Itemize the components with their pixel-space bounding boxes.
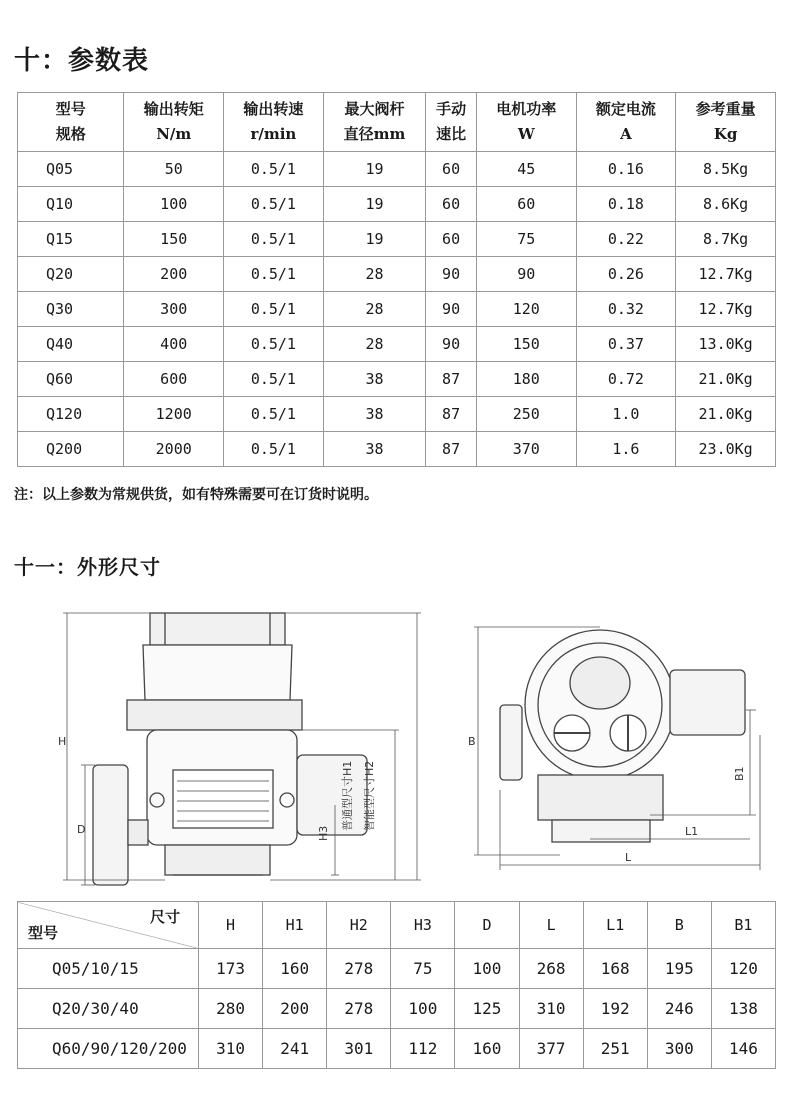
value-cell: 60 [426, 152, 477, 187]
section-10-title: 十：参数表 [14, 46, 150, 76]
value-cell: 28 [323, 292, 426, 327]
value-cell: 0.5/1 [224, 187, 324, 222]
value-cell: 38 [323, 397, 426, 432]
table-row [18, 1029, 776, 1069]
value-cell: 21.0Kg [676, 362, 776, 397]
value-cell: 0.5/1 [224, 432, 324, 467]
value-cell: 100 [124, 187, 224, 222]
parameter-table-header [18, 93, 776, 152]
parameter-table-body [18, 152, 776, 467]
value-cell: 0.22 [576, 222, 676, 257]
model-cell: Q20 [18, 257, 124, 292]
param-header-line2: Kg [713, 125, 738, 143]
param-header-line1: 型号 [55, 100, 86, 118]
model-cell: Q05/10/15 [18, 949, 199, 989]
value-cell: 60 [426, 187, 477, 222]
table-row [18, 327, 776, 362]
param-header-line1: 最大阀杆 [344, 100, 405, 118]
dim-label-L: L [625, 851, 632, 864]
param-header-line2: N/m [156, 125, 192, 143]
model-cell: Q20/30/40 [18, 989, 199, 1029]
value-cell: 310 [199, 1029, 263, 1069]
value-cell: 87 [426, 397, 477, 432]
param-header-line1: 电机功率 [496, 100, 557, 118]
dimension-table [17, 901, 776, 1069]
value-cell: 180 [476, 362, 576, 397]
value-cell: 150 [124, 222, 224, 257]
dim-header-cell: H1 [263, 902, 327, 949]
dim-header-cell: B [647, 902, 711, 949]
value-cell: 0.5/1 [224, 222, 324, 257]
dim-header-cell: L [519, 902, 583, 949]
param-header-cell [124, 93, 224, 152]
value-cell: 8.6Kg [676, 187, 776, 222]
value-cell: 38 [323, 432, 426, 467]
dimension-table-header [18, 902, 776, 949]
value-cell: 50 [124, 152, 224, 187]
value-cell: 377 [519, 1029, 583, 1069]
model-cell: Q200 [18, 432, 124, 467]
value-cell: 2000 [124, 432, 224, 467]
param-header-line2: r/min [250, 125, 297, 143]
model-cell: Q05 [18, 152, 124, 187]
model-cell: Q40 [18, 327, 124, 362]
value-cell: 200 [263, 989, 327, 1029]
value-cell: 0.5/1 [224, 397, 324, 432]
value-cell: 12.7Kg [676, 257, 776, 292]
param-header-line1: 参考重量 [695, 100, 756, 118]
value-cell: 250 [476, 397, 576, 432]
value-cell: 173 [199, 949, 263, 989]
value-cell: 280 [199, 989, 263, 1029]
param-header-cell [576, 93, 676, 152]
value-cell: 168 [583, 949, 647, 989]
table-row [18, 989, 776, 1029]
value-cell: 0.5/1 [224, 362, 324, 397]
value-cell: 19 [323, 152, 426, 187]
value-cell: 195 [647, 949, 711, 989]
value-cell: 0.37 [576, 327, 676, 362]
value-cell: 19 [323, 187, 426, 222]
dim-header-cell: H2 [327, 902, 391, 949]
value-cell: 300 [124, 292, 224, 327]
value-cell: 23.0Kg [676, 432, 776, 467]
table-row [18, 949, 776, 989]
dim-header-cell: H3 [391, 902, 455, 949]
param-header-cell [426, 93, 477, 152]
section-11-title: 十一：外形尺寸 [14, 555, 161, 579]
value-cell: 125 [455, 989, 519, 1029]
dimension-table-corner [18, 902, 199, 949]
dim-label-B1: B1 [733, 766, 746, 781]
model-cell: Q30 [18, 292, 124, 327]
dimension-table-body [18, 949, 776, 1069]
table-row [18, 187, 776, 222]
supply-note: 注：以上参数为常规供货，如有特殊需要可在订货时说明。 [14, 487, 378, 503]
value-cell: 120 [476, 292, 576, 327]
value-cell: 12.7Kg [676, 292, 776, 327]
param-header-cell [18, 93, 124, 152]
value-cell: 1.6 [576, 432, 676, 467]
value-cell: 0.72 [576, 362, 676, 397]
value-cell: 0.5/1 [224, 327, 324, 362]
value-cell: 268 [519, 949, 583, 989]
value-cell: 87 [426, 362, 477, 397]
value-cell: 0.5/1 [224, 152, 324, 187]
param-header-line1: 额定电流 [595, 100, 656, 118]
param-header-line1: 输出转矩 [143, 100, 204, 118]
table-row [18, 222, 776, 257]
model-cell: Q120 [18, 397, 124, 432]
table-row [18, 292, 776, 327]
param-header-line2: W [517, 125, 535, 143]
param-header-line2: A [620, 125, 632, 143]
dim-label-D: D [77, 823, 86, 836]
value-cell: 0.18 [576, 187, 676, 222]
param-header-line2: 直径mm [343, 125, 406, 143]
value-cell: 90 [426, 257, 477, 292]
value-cell: 28 [323, 327, 426, 362]
value-cell: 1200 [124, 397, 224, 432]
value-cell: 90 [426, 327, 477, 362]
value-cell: 0.5/1 [224, 292, 324, 327]
value-cell: 28 [323, 257, 426, 292]
table-row [18, 432, 776, 467]
table-row [18, 397, 776, 432]
value-cell: 200 [124, 257, 224, 292]
side-view-drawing [460, 615, 780, 885]
param-header-cell [676, 93, 776, 152]
value-cell: 0.16 [576, 152, 676, 187]
value-cell: 45 [476, 152, 576, 187]
value-cell: 90 [476, 257, 576, 292]
value-cell: 8.5Kg [676, 152, 776, 187]
value-cell: 13.0Kg [676, 327, 776, 362]
value-cell: 138 [711, 989, 775, 1029]
param-header-line2: 规格 [55, 125, 86, 143]
value-cell: 310 [519, 989, 583, 1029]
dim-header-cell: B1 [711, 902, 775, 949]
value-cell: 150 [476, 327, 576, 362]
param-header-line1: 手动 [436, 100, 467, 118]
param-header-cell [476, 93, 576, 152]
param-header-line2: 速比 [436, 125, 467, 143]
value-cell: 370 [476, 432, 576, 467]
value-cell: 278 [327, 989, 391, 1029]
value-cell: 278 [327, 949, 391, 989]
value-cell: 160 [455, 1029, 519, 1069]
dim-label-H2: 智能型尺寸H2 [363, 760, 376, 831]
value-cell: 400 [124, 327, 224, 362]
model-cell: Q60 [18, 362, 124, 397]
value-cell: 160 [263, 949, 327, 989]
parameter-table [17, 92, 776, 467]
dim-label-H3: H3 [317, 825, 330, 841]
value-cell: 192 [583, 989, 647, 1029]
value-cell: 241 [263, 1029, 327, 1069]
value-cell: 1.0 [576, 397, 676, 432]
corner-label-size: 尺寸 [149, 908, 180, 926]
table-row [18, 257, 776, 292]
model-cell: Q10 [18, 187, 124, 222]
table-row [18, 362, 776, 397]
model-cell: Q15 [18, 222, 124, 257]
value-cell: 90 [426, 292, 477, 327]
value-cell: 75 [476, 222, 576, 257]
value-cell: 60 [426, 222, 477, 257]
value-cell: 100 [391, 989, 455, 1029]
param-header-cell [224, 93, 324, 152]
value-cell: 300 [647, 1029, 711, 1069]
dim-label-B: B [468, 735, 476, 748]
value-cell: 600 [124, 362, 224, 397]
dim-header-cell: H [199, 902, 263, 949]
value-cell: 112 [391, 1029, 455, 1069]
value-cell: 246 [647, 989, 711, 1029]
model-cell: Q60/90/120/200 [18, 1029, 199, 1069]
value-cell: 146 [711, 1029, 775, 1069]
value-cell: 21.0Kg [676, 397, 776, 432]
value-cell: 301 [327, 1029, 391, 1069]
param-header-cell [323, 93, 426, 152]
value-cell: 251 [583, 1029, 647, 1069]
value-cell: 19 [323, 222, 426, 257]
value-cell: 75 [391, 949, 455, 989]
corner-label-model: 型号 [28, 924, 59, 942]
value-cell: 38 [323, 362, 426, 397]
dim-header-cell: L1 [583, 902, 647, 949]
value-cell: 8.7Kg [676, 222, 776, 257]
front-view-drawing [55, 605, 435, 895]
value-cell: 120 [711, 949, 775, 989]
dim-label-L1: L1 [685, 825, 699, 838]
value-cell: 0.32 [576, 292, 676, 327]
param-header-line1: 输出转速 [243, 100, 304, 118]
dim-label-H1: 普通型尺寸H1 [341, 760, 354, 831]
dim-header-cell: D [455, 902, 519, 949]
value-cell: 100 [455, 949, 519, 989]
value-cell: 0.26 [576, 257, 676, 292]
value-cell: 0.5/1 [224, 257, 324, 292]
dim-label-H: H [58, 735, 67, 748]
table-row [18, 152, 776, 187]
value-cell: 60 [476, 187, 576, 222]
value-cell: 87 [426, 432, 477, 467]
